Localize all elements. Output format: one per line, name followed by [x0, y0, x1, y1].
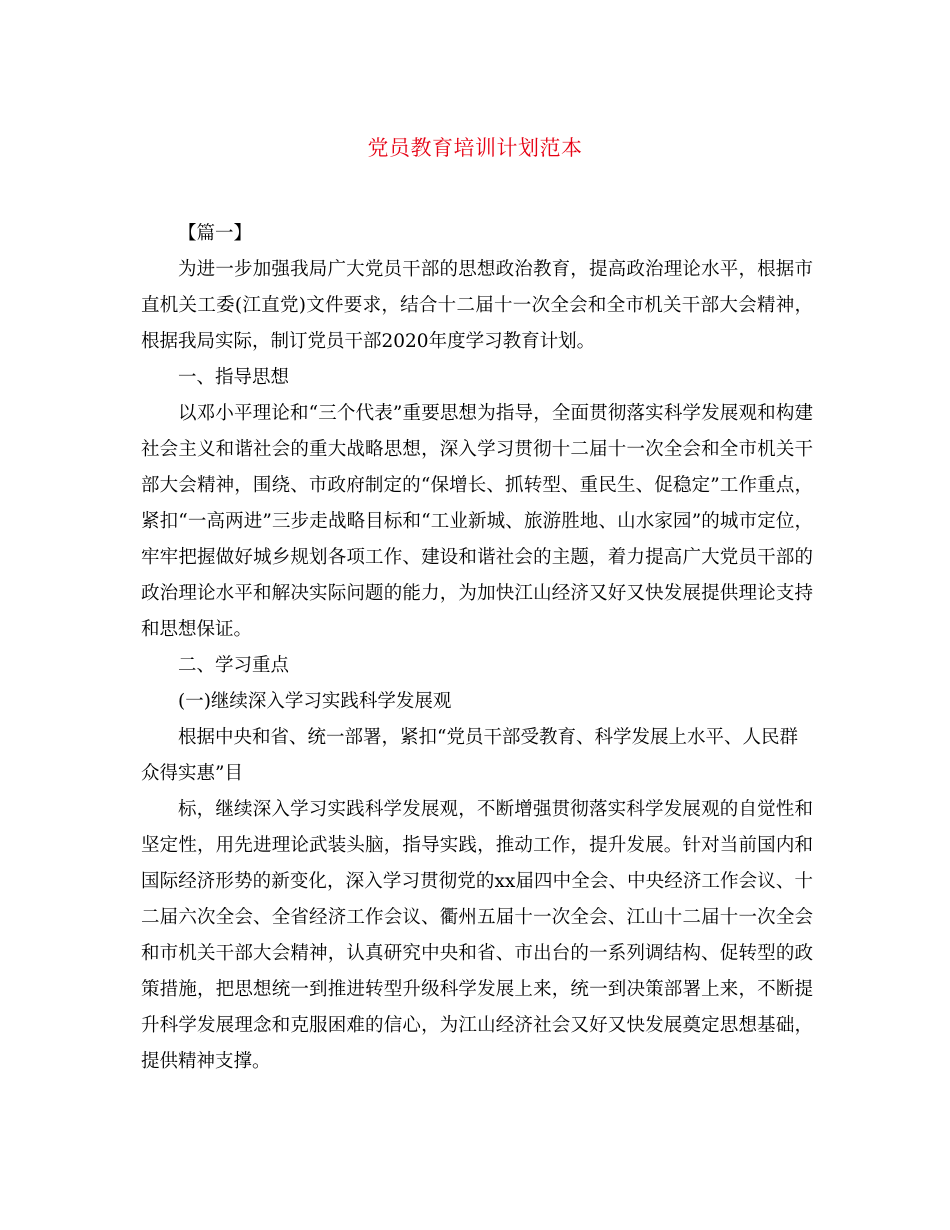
- study-focus-paragraph-continued: 标，继续深入学习实践科学发展观，不断增强贯彻落实科学发展观的自觉性和坚定性，用先进理论武装头脑，指导实践，推动工作，提升发展。针对当前国内和国际经济形势的新变化，深入学习贯彻党的xx届四中全会、中央经济工作会议、十二届六次全会、全省经济工作会议、衢州五届十一次全会、江山十二届十一次全会和市机关干部大会精神，认真研究中央和省、市出台的一系列调结构、促转型的政策措施，把思想统一到推进转型升级科学发展上来，统一到决策部署上来，不断提升科学发展理念和克服困难的信心，为江山经济社会又好又快发展奠定思想基础，提供精神支撑。: [141, 799, 813, 1072]
- subheading-scientific-development: (一)继续深入学习实践科学发展观: [178, 691, 452, 712]
- study-focus-paragraph-start: 根据中央和省、统一部署，紧扣“党员干部受教育、科学发展上水平、人民群众得实惠”目: [141, 727, 798, 784]
- intro-paragraph: 为进一步加强我局广大党员干部的思想政治教育，提高政治理论水平，根据市直机关工委(江直党)文件要求，结合十二届十一次全会和全市机关干部大会精神，根据我局实际，制订党员干部2020年度学习教育计划。: [141, 259, 813, 352]
- heading-study-focus: 二、学习重点: [178, 655, 290, 676]
- document-title: 党员教育培训计划范本: [367, 136, 583, 160]
- guiding-ideology-paragraph: 以邓小平理论和“三个代表”重要思想为指导，全面贯彻落实科学发展观和构建社会主义和谐社会的重大战略思想，深入学习贯彻十二届十一次全会和全市机关干部大会精神，围绕、市政府制定的“保增长、抓转型、重民生、促稳定”工作重点，紧扣“一高两进”三步走战略目标和“工业新城、旅游胜地、山水家园”的城市定位，牢牢把握做好城乡规划各项工作、建设和谐社会的主题，着力提高广大党员干部的政治理论水平和解决实际问题的能力，为加快江山经济又好又快发展提供理论支持和思想保证。: [141, 403, 813, 640]
- section-label-part-one: 【篇一】: [178, 223, 253, 244]
- heading-guiding-ideology: 一、指导思想: [178, 367, 290, 388]
- document-body: [141, 216, 813, 1080]
